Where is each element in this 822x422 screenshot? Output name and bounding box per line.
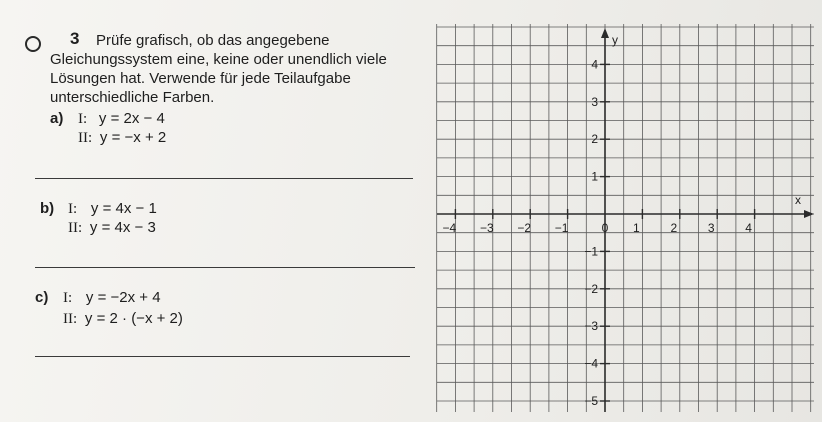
axes <box>437 28 814 412</box>
y-tick-label: −4 <box>584 356 598 371</box>
instruction-line: Lösungen hat. Verwende für jede Teilaufgabe <box>50 70 351 87</box>
equation-expression: y = 2x − 4 <box>98 110 165 127</box>
x-tick-label: 2 <box>670 221 678 235</box>
y-tick-label: −5 <box>584 394 598 408</box>
y-tick-label: 1 <box>591 169 598 184</box>
y-axis-arrow <box>601 28 609 38</box>
y-tick-label: 4 <box>591 57 598 72</box>
roman-numeral: I: <box>78 111 88 127</box>
instruction-line: Gleichungssystem eine, keine oder unendlich viele <box>50 51 387 68</box>
x-axis-label: x <box>795 193 801 207</box>
x-tick-label: 3 <box>707 221 715 235</box>
y-tick-label: −1 <box>584 244 598 259</box>
roman-numeral: I: <box>63 290 73 306</box>
instruction-line: unterschiedliche Farben. <box>50 89 215 106</box>
equation-expression: y = −2x + 4 <box>85 289 161 306</box>
equation-expression: y = 4x − 3 <box>89 219 156 236</box>
x-axis-arrow <box>804 210 814 218</box>
instruction-line: Prüfe grafisch, ob das angegebene <box>96 32 330 49</box>
roman-numeral: II: <box>63 311 78 327</box>
x-tick-label: 4 <box>745 221 752 235</box>
y-tick-label: 2 <box>591 132 598 147</box>
part-a-label: a) <box>50 110 64 127</box>
x-tick-label: 1 <box>633 221 640 235</box>
roman-numeral: II: <box>78 130 93 146</box>
y-axis-label: y <box>612 33 618 47</box>
y-tick-label: −2 <box>584 281 598 296</box>
task-number: 3 <box>70 29 80 48</box>
y-tick-label: −3 <box>584 319 598 334</box>
roman-numeral: II: <box>68 220 83 236</box>
equation-expression: y = 4x − 1 <box>90 200 157 217</box>
roman-numeral: I: <box>68 201 78 217</box>
y-tick-label: 3 <box>591 94 598 109</box>
x-tick-label: −4 <box>442 221 457 235</box>
part-c-label: c) <box>35 289 49 306</box>
x-tick-label: −2 <box>517 221 532 235</box>
x-tick-label: −1 <box>554 221 569 235</box>
equation-expression: y = −x + 2 <box>99 129 167 146</box>
x-tick-label: −3 <box>479 221 494 235</box>
x-tick-label: 0 <box>601 221 609 235</box>
equation-expression: y = 2 · (−x + 2) <box>84 310 183 327</box>
part-b-label: b) <box>40 200 55 217</box>
